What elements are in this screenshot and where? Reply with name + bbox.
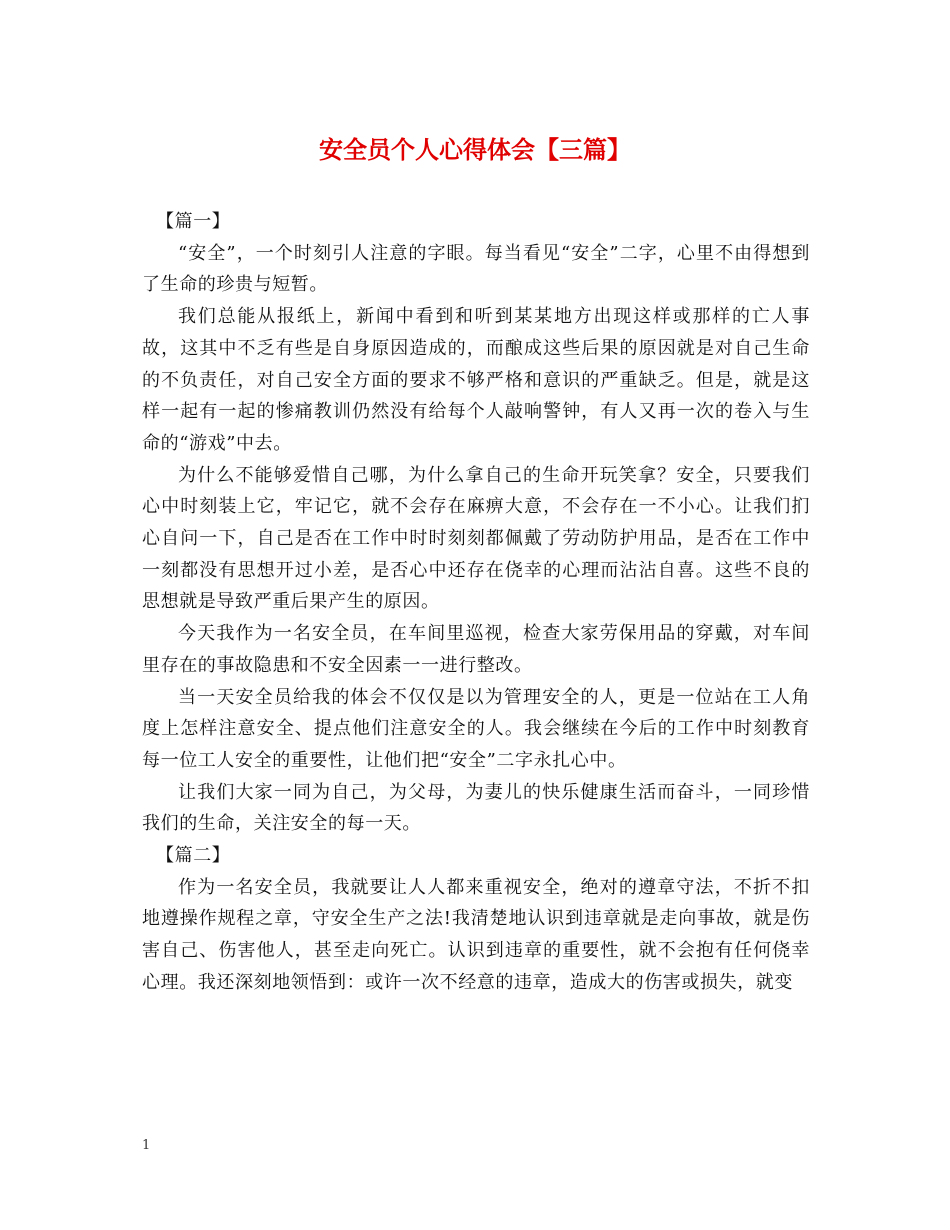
section-heading-1: 【篇一】 — [156, 211, 231, 232]
paragraph: 当一天安全员给我的体会不仅仅是以为管理安全的人，更是一位站在工人角度上怎样注意安全、提点他们注意安全的人。我会继续在今后的工作中时刻教育每一位工人安全的重要性，让他们把“安全”二字永扎心中。 — [142, 686, 810, 771]
section-heading-2: 【篇二】 — [156, 845, 231, 867]
document-body — [142, 206, 810, 999]
paragraph: 为什么不能够爱惜自己哪，为什么拿自己的生命开玩笑拿？安全，只要我们心中时刻装上它，牢记它，就不会存在麻痹大意，不会存在一不小心。让我们扪心自问一下，自己是否在工作中时时刻刻都佩戴了劳动防护用品，是否在工作中一刻都没有思想开过小差，是否心中还存在侥幸的心理而沾沾自喜。这些不良的思想就是导致严重后果产生的原因。 — [142, 464, 810, 613]
paragraph: “安全”，一个时刻引人注意的字眼。每当看见“安全”二字，心里不由得想到了生命的珍贵与短暂。 — [142, 242, 810, 296]
paragraph: 今天我作为一名安全员，在车间里巡视，检查大家劳保用品的穿戴，对车间里存在的事故隐患和不安全因素一一进行整改。 — [142, 623, 810, 676]
paragraph: 作为一名安全员，我就要让人人都来重视安全，绝对的遵章守法，不折不扣地遵操作规程之章，守安全生产之法!我清楚地认识到违章就是走向事故，就是伤害自己、伤害他人，甚至走向死亡。认识到违章的重要性，就不会抱有任何侥幸心理。我还深刻地领悟到：或许一次不经意的违章，造成大的伤害或损失，就变 — [142, 876, 810, 993]
paragraph: 让我们大家一同为自己，为父母，为妻儿的快乐健康生活而奋斗，一同珍惜我们的生命，关注安全的每一天。 — [142, 781, 810, 835]
paragraph: 我们总能从报纸上，新闻中看到和听到某某地方出现这样或那样的亡人事故，这其中不乏有些是自身原因造成的，而酿成这些后果的原因就是对自己生命的不负责任，对自己安全方面的要求不够严格和意识的严重缺乏。但是，就是这样一起有一起的惨痛教训仍然没有给每个人敲响警钟，有人又再一次的卷入与生命的“游戏”中去。 — [142, 306, 810, 454]
document-title: 安全员个人心得体会【三篇】 — [319, 135, 631, 164]
page-number: 1 — [142, 1138, 151, 1153]
